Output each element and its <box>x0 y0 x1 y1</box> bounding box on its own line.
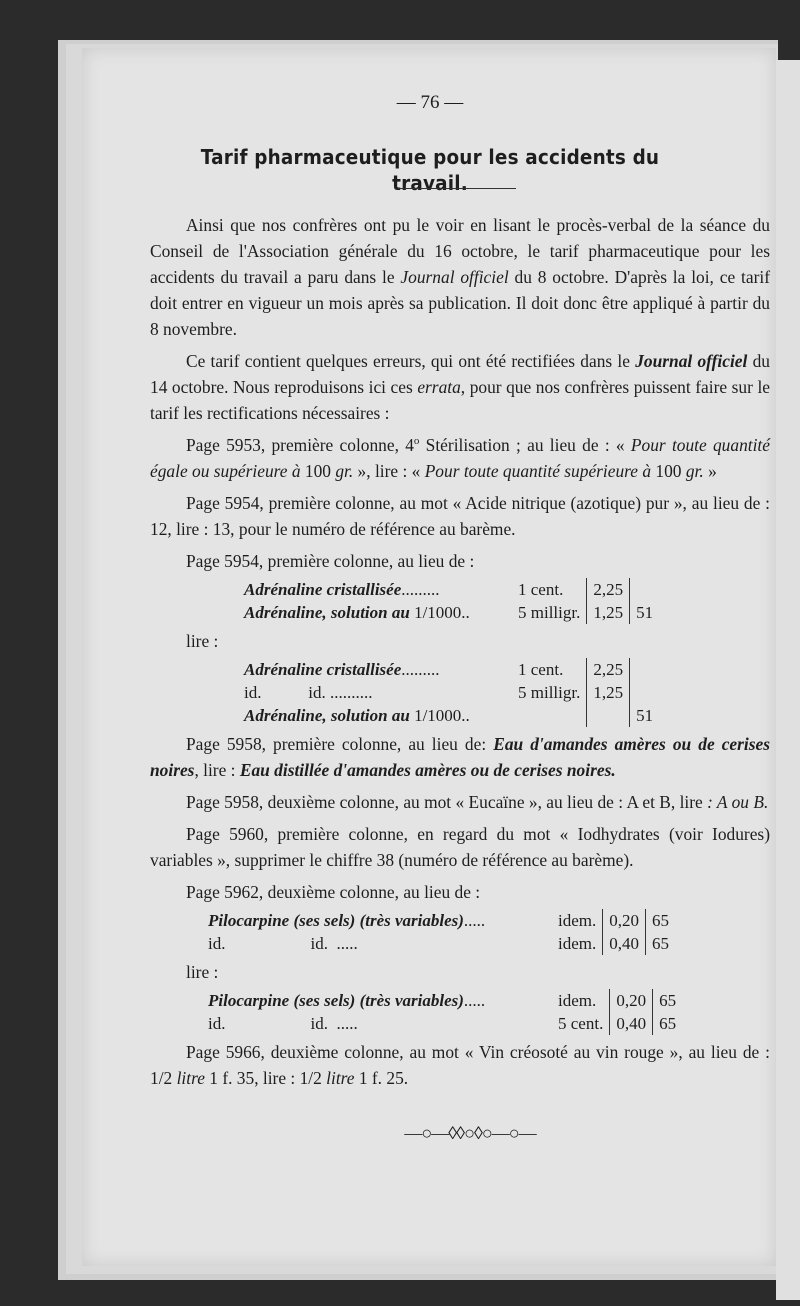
paragraph-errata: Ce tarif contient quelques erreurs, qui ont été rectifiées dans le Journal officiel du 14 octobre. Nous reproduisons ici ces errata, pour que nos confrères puissent faire sur le tarif les rectifications nécessaires : <box>150 351 770 423</box>
tarif-row <box>238 601 659 624</box>
quantity: idem. <box>558 911 597 930</box>
product-name: Adrénaline, solution au 1/1000.. <box>244 706 470 725</box>
adrenaline-table-after <box>238 658 770 727</box>
product-name: Adrénaline cristallisée......... <box>244 660 440 679</box>
reference-number: 65 <box>653 989 683 1012</box>
paragraph-page-5954-acide: Page 5954, première colonne, au mot « Acide nitrique (azotique) pur », au lieu de : 12, lire : 13, pour le numéro de référence au barème. <box>150 493 770 539</box>
quantity: idem. <box>558 991 597 1010</box>
tarif-row <box>238 578 659 601</box>
price: 0,20 <box>610 989 653 1012</box>
reference-number <box>630 681 660 704</box>
tarif-row <box>238 681 659 704</box>
paragraph-intro: Ainsi que nos confrères ont pu le voir en lisant le procès-verbal de la séance du Conseil de l'Association générale du 16 octobre, le tarif pharmaceutique pour les accidents du travail a paru dans le Journal officiel du 8 octobre. D'après la loi, ce tarif doit entrer en vigueur un mois après sa publication. Il doit donc être appliqué à partir du 8 novembre. <box>150 215 770 339</box>
product-name: Adrénaline cristallisée......... <box>244 580 440 599</box>
quantity: 5 cent. <box>558 1014 604 1033</box>
reference-number: 65 <box>653 1012 683 1035</box>
price: 2,25 <box>587 578 630 601</box>
paragraph-page-5962: Page 5962, deuxième colonne, au lieu de : <box>186 882 481 902</box>
paragraph-page-5953: Page 5953, première colonne, 4$^o$ Stérilisation ; au lieu de : « Pour toute quantité égale ou supérieure à 100 gr. », lire : « Pour toute quantité supérieure à 100 gr. » <box>150 435 770 481</box>
product-name: id. id. .......... <box>244 683 373 702</box>
quantity <box>512 704 587 727</box>
page-number: — 76 — <box>396 92 464 113</box>
title-rule <box>398 188 516 189</box>
tarif-row <box>202 1012 682 1035</box>
tarif-row <box>202 932 675 955</box>
price <box>587 704 630 727</box>
product-name: Pilocarpine (ses sels) (très variables)..... <box>208 991 486 1010</box>
page-title: Tarif pharmaceutique pour les accidents du travail. <box>200 145 660 195</box>
quantity: 1 cent. <box>518 580 564 599</box>
reference-number <box>630 578 660 601</box>
price: 1,25 <box>587 681 630 704</box>
product-name: Adrénaline, solution au 1/1000.. <box>244 603 470 622</box>
tarif-row <box>238 704 659 727</box>
product-name: Pilocarpine (ses sels) (très variables)..... <box>208 911 486 930</box>
lire-label-1: lire : <box>186 631 219 651</box>
price: 0,40 <box>610 1012 653 1035</box>
price: 2,25 <box>587 658 630 681</box>
price: 0,40 <box>603 932 646 955</box>
reference-number: 65 <box>646 932 676 955</box>
quantity: idem. <box>558 934 597 953</box>
product-name: id. id. ..... <box>208 1014 358 1033</box>
tarif-row <box>238 658 659 681</box>
quantity: 1 cent. <box>518 660 564 679</box>
pilocarpine-table-before <box>202 909 770 955</box>
tarif-row <box>202 909 675 932</box>
product-name: id. id. ..... <box>208 934 358 953</box>
paragraph-page-5954-adrenaline: Page 5954, première colonne, au lieu de : <box>186 551 475 571</box>
adrenaline-table-before <box>238 578 770 624</box>
quantity: 5 milligr. <box>518 683 581 702</box>
ornament-divider: —○—◊◊○◊○—○— <box>404 1123 536 1143</box>
quantity: 5 milligr. <box>518 603 581 622</box>
paragraph-page-5966: Page 5966, deuxième colonne, au mot « Vin créosoté au vin rouge », au lieu de : 1/2 litre 1 f. 35, lire : 1/2 litre 1 f. 25. <box>150 1042 770 1088</box>
body-text <box>150 212 770 1091</box>
paragraph-page-5958-eau: Page 5958, première colonne, au lieu de: Eau d'amandes amères ou de cerises noires, lire : Eau distillée d'amandes amères ou de cerises noires. <box>150 734 770 780</box>
reference-number <box>630 658 660 681</box>
reference-number: 51 <box>630 704 660 727</box>
paragraph-page-5960: Page 5960, première colonne, en regard du mot « Iodhydrates (voir Iodures) variables », supprimer le chiffre 38 (numéro de référence au barème). <box>150 824 770 870</box>
price: 1,25 <box>587 601 630 624</box>
document-page <box>82 48 776 1266</box>
price: 0,20 <box>603 909 646 932</box>
paragraph-page-5958-eucaine: Page 5958, deuxième colonne, au mot « Eucaïne », au lieu de : A et B, lire : A ou B. <box>186 792 769 812</box>
tarif-row <box>202 989 682 1012</box>
pilocarpine-table-after <box>202 989 770 1035</box>
reference-number: 65 <box>646 909 676 932</box>
lire-label-2: lire : <box>186 962 219 982</box>
facing-page-edge <box>776 60 800 1300</box>
reference-number: 51 <box>630 601 660 624</box>
